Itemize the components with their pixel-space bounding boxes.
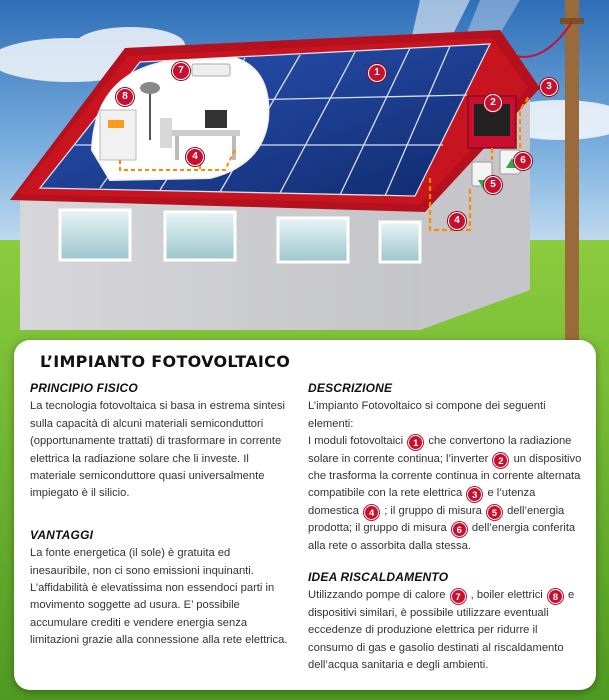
marker-1: 1 [368, 64, 386, 82]
badge-1: 1 [408, 435, 423, 450]
left-column [30, 380, 292, 664]
marker-4-interior: 4 [186, 148, 204, 166]
badge-3: 3 [467, 487, 482, 502]
marker-5: 5 [484, 176, 502, 194]
marker-7: 7 [172, 62, 190, 80]
section-heading-vantaggi: VANTAGGI [30, 527, 94, 542]
info-card [14, 340, 596, 690]
marker-3: 3 [540, 78, 558, 96]
badge-7: 7 [451, 589, 466, 604]
riscaldamento-text-1: Utilizzando pompe di calore [308, 589, 446, 602]
page-title: L’IMPIANTO FOTOVOLTAICO [40, 352, 291, 371]
marker-6: 6 [514, 152, 532, 170]
badge-8: 8 [548, 589, 563, 604]
badge-6: 6 [452, 522, 467, 537]
section-heading-descrizione: DESCRIZIONE [308, 381, 393, 395]
section-text-vantaggi: La fonte energetica (il sole) è gratuita ed inesauribile, non ci sono emissioni inquinanti. L’affidabilità è elevatissima non essendoci parti in movimento soggette ad usura. E’ possibile accumulare crediti e vendere energia senza limitazioni grazie alla connessione alla rete elettrica. [30, 547, 288, 647]
badge-2: 2 [493, 453, 508, 468]
section-heading-principio: PRINCIPIO FISICO [30, 381, 138, 395]
badge-5: 5 [487, 505, 502, 520]
riscaldamento-text-2: , boiler elettrici [470, 589, 543, 602]
section-text-principio: La tecnologia fotovoltaica si basa in estrema sintesi sulla capacità di alcuni materiali semiconduttori (opportunamente trattati) di trasformare in corrente elettrica la radiazione solare che li investe. Il materiale semiconduttore quasi universalmente impiegato è il silicio. [30, 400, 285, 500]
descrizione-text-3: un dispositivo che trasforma la corrente continua in corrente alternata compatibile con la rete elettrica [308, 452, 582, 500]
riscaldamento-text-3: e dispositivi similari, è possibile utilizzare eventuali eccedenze di produzione elettrica per ridurre il consumo di gas e gasolio destinati al riscaldamento dell’acqua sanitaria e degli ambienti. [308, 589, 575, 672]
section-text-descrizione [308, 398, 584, 555]
badge-4: 4 [364, 505, 379, 520]
descrizione-text-1: I moduli fotovoltaici [308, 435, 404, 448]
descrizione-text-6: dell’energia prodotta; il gruppo di misura [308, 504, 565, 535]
marker-8: 8 [116, 88, 134, 106]
section-heading-riscaldamento: IDEA RISCALDAMENTO [308, 570, 449, 585]
marker-4: 4 [448, 212, 466, 230]
section-text-riscaldamento [308, 587, 584, 674]
descrizione-text-2: che convertono la radiazione solare in corrente continua; l’inverter [308, 435, 572, 465]
right-column [308, 380, 584, 689]
descrizione-text-4: e l’utenza domestica [308, 487, 536, 517]
marker-2: 2 [484, 94, 502, 112]
descrizione-text-7: dell’energia conferita alla rete o assorbita dalla stessa. [308, 522, 576, 552]
descrizione-text-5: ; il gruppo di misura [384, 504, 482, 517]
descrizione-intro: L’impianto Fotovoltaico si compone dei seguenti elementi: [308, 400, 546, 430]
